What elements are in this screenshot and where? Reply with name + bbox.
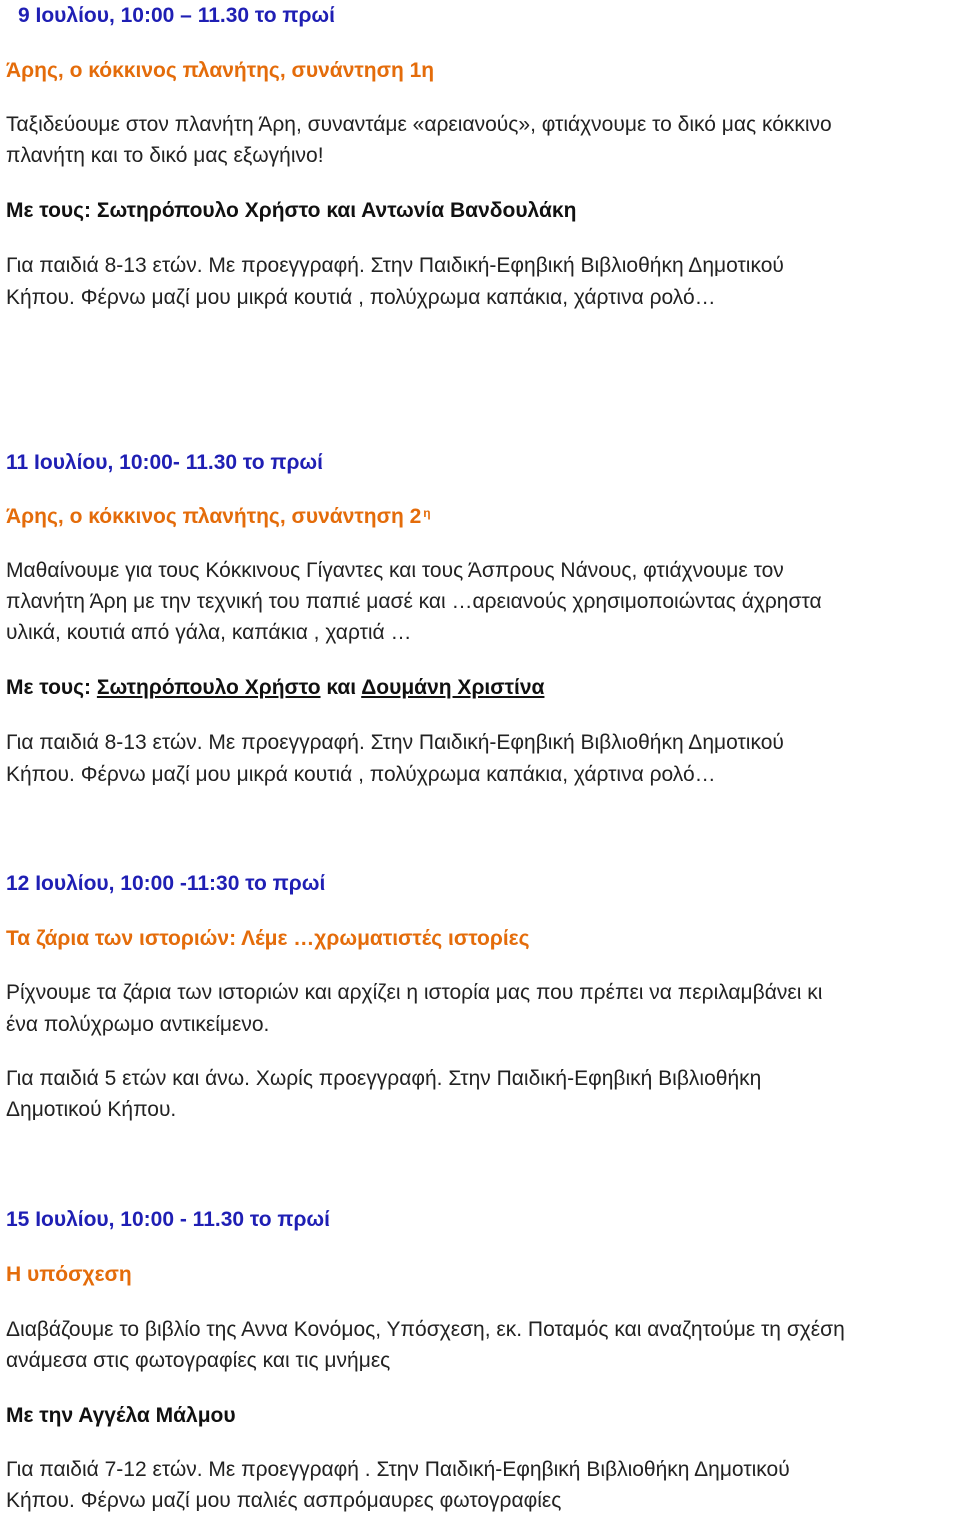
event-info-line: Κήπου. Φέρνω μαζί μου μικρά κουτιά , πολύχρωμα καπάκια, χάρτινα ρολό… (6, 286, 716, 309)
event-description-line: ένα πολύχρωμο αντικείμενο. (6, 1013, 270, 1036)
event-date: 12 Ιουλίου, 10:00 -11:30 το πρωί (6, 872, 326, 895)
hosts-prefix: Με τους: (6, 676, 97, 699)
event-date: 15 Ιουλίου, 10:00 - 11.30 το πρωί (6, 1208, 331, 1231)
event-info-line: Για παιδιά 7-12 ετών. Με προεγγραφή . Στην Παιδική-Εφηβική Βιβλιοθήκη Δημοτικού (6, 1458, 790, 1481)
event-info-line: Κήπου. Φέρνω μαζί μου μικρά κουτιά , πολύχρωμα καπάκια, χάρτινα ρολό… (6, 763, 716, 786)
event-description-line: πλανήτη Άρη με την τεχνική του παπιέ μασέ και …αρειανούς χρησιμοποιώντας άχρηστα (6, 590, 822, 613)
hosts-conjunction: και (320, 676, 362, 699)
event-info-line: Δημοτικού Κήπου. (6, 1098, 177, 1121)
event-title: Τα ζάρια των ιστοριών: Λέμε …χρωματιστές ιστορίες (6, 927, 530, 950)
event-description-line: υλικά, κουτιά από γάλα, καπάκια , χαρτιά … (6, 621, 412, 644)
event-info-line: Για παιδιά 5 ετών και άνω. Χωρίς προεγγραφή. Στην Παιδική-Εφηβική Βιβλιοθήκη (6, 1067, 762, 1090)
event-date: 11 Ιουλίου, 10:00- 11.30 το πρωί (6, 451, 324, 474)
event-description-line: Μαθαίνουμε για τους Κόκκινους Γίγαντες και τους Άσπρους Νάνους, φτιάχνουμε τον (6, 559, 784, 582)
event-description-line: πλανήτη και το δικό μας εξωγήινο! (6, 144, 324, 167)
event-title (6, 504, 431, 530)
event-title: Η υπόσχεση (6, 1263, 132, 1286)
event-title-text: Άρης, ο κόκκινος πλανήτης, συνάντηση 2 (6, 505, 422, 528)
event-hosts: Με τους: Σωτηρόπουλο Χρήστο και Αντωνία Βανδουλάκη (6, 199, 577, 222)
event-hosts (6, 675, 544, 701)
event-description-line: Ρίχνουμε τα ζάρια των ιστοριών και αρχίζει η ιστορία μας που πρέπει να περιλαμβάνει κι (6, 981, 823, 1004)
host-name: Δουμάνη Χριστίνα (361, 676, 545, 699)
event-info-line: Κήπου. Φέρνω μαζί μου παλιές ασπρόμαυρες φωτογραφίες (6, 1489, 562, 1512)
host-name: Σωτηρόπουλο Χρήστο (96, 676, 321, 699)
event-description-line: Διαβάζουμε το βιβλίο της Αννα Κονόμος, Υπόσχεση, εκ. Ποταμός και αναζητούμε τη σχέση (6, 1318, 845, 1341)
event-title: Άρης, ο κόκκινος πλανήτης, συνάντηση 1η (6, 59, 435, 82)
event-info-line: Για παιδιά 8-13 ετών. Με προεγγραφή. Στην Παιδική-Εφηβική Βιβλιοθήκη Δημοτικού (6, 254, 784, 277)
event-description-line: ανάμεσα στις φωτογραφίες και τις μνήμες (6, 1349, 391, 1372)
event-date: 9 Ιουλίου, 10:00 – 11.30 το πρωί (18, 4, 336, 27)
event-description-line: Ταξιδεύουμε στον πλανήτη Άρη, συναντάμε «αρειανούς», φτιάχνουμε το δικό μας κόκκινο (6, 113, 832, 136)
event-info-line: Για παιδιά 8-13 ετών. Με προεγγραφή. Στην Παιδική-Εφηβική Βιβλιοθήκη Δημοτικού (6, 731, 784, 754)
event-hosts: Με την Αγγέλα Μάλμου (6, 1404, 236, 1427)
event-title-superscript: η (423, 506, 431, 520)
